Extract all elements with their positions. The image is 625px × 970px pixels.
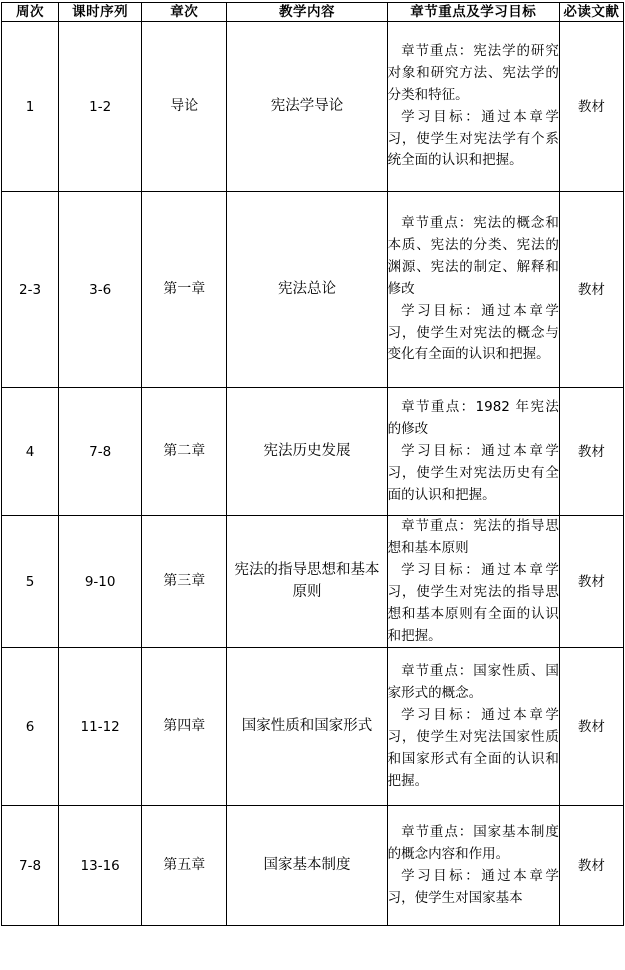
cell-reference: 教材 <box>559 22 623 192</box>
cell-focus <box>387 388 559 516</box>
cell-reference: 教材 <box>559 388 623 516</box>
cell-focus <box>387 22 559 192</box>
cell-week: 6 <box>2 648 59 806</box>
cell-order: 13-16 <box>59 806 142 926</box>
focus-key-points: 章节重点：1982 年宪法的修改 <box>387 399 559 437</box>
table-row <box>2 516 624 648</box>
cell-focus <box>387 516 559 648</box>
cell-order: 7-8 <box>59 388 142 516</box>
cell-chapter: 第四章 <box>142 648 227 806</box>
cell-reference: 教材 <box>559 192 623 388</box>
cell-order: 11-12 <box>59 648 142 806</box>
table-row <box>2 648 624 806</box>
cell-content: 国家性质和国家形式 <box>227 648 387 806</box>
cell-focus <box>387 648 559 806</box>
cell-focus <box>387 192 559 388</box>
cell-week: 1 <box>2 22 59 192</box>
column-header-chapter: 章次 <box>142 3 227 22</box>
cell-reference: 教材 <box>559 806 623 926</box>
column-header-content: 教学内容 <box>227 3 387 22</box>
cell-week: 4 <box>2 388 59 516</box>
table-header <box>2 3 624 22</box>
focus-key-points: 章节重点：国家基本制度的概念内容和作用。 <box>387 824 559 863</box>
table-row <box>2 22 624 192</box>
course-schedule-table <box>1 2 624 926</box>
cell-week: 5 <box>2 516 59 648</box>
column-header-order: 课时序列 <box>59 3 142 22</box>
table-row <box>2 388 624 516</box>
cell-reference: 教材 <box>559 516 623 648</box>
cell-order: 3-6 <box>59 192 142 388</box>
cell-chapter: 第三章 <box>142 516 227 648</box>
cell-week: 7-8 <box>2 806 59 926</box>
table-body <box>2 22 624 926</box>
focus-objectives: 学习目标：通过本章学习，使学生对宪法国家性质和国家形式有全面的认识和把握。 <box>387 707 559 789</box>
table-row <box>2 806 624 926</box>
column-header-reference: 必读文献 <box>559 3 623 22</box>
focus-key-points: 章节重点：国家性质、国家形式的概念。 <box>387 663 559 702</box>
focus-objectives: 学习目标：通过本章学习，使学生对宪法的指导思想和基本原则有全面的认识和把握。 <box>387 561 559 644</box>
focus-objectives: 学习目标：通过本章学习，使学生对宪法历史有全面的认识和把握。 <box>387 442 559 503</box>
cell-chapter: 第五章 <box>142 806 227 926</box>
column-header-focus: 章节重点及学习目标 <box>387 3 559 22</box>
focus-key-points: 章节重点：宪法的指导思想和基本原则 <box>387 518 559 557</box>
table-row <box>2 192 624 388</box>
focus-objectives: 学习目标：通过本章学习，使学生对国家基本 <box>387 867 559 906</box>
cell-content: 宪法学导论 <box>227 22 387 192</box>
cell-chapter: 第一章 <box>142 192 227 388</box>
cell-order: 1-2 <box>59 22 142 192</box>
cell-content: 宪法总论 <box>227 192 387 388</box>
cell-chapter: 导论 <box>142 22 227 192</box>
focus-key-points: 章节重点：宪法的概念和本质、宪法的分类、宪法的渊源、宪法的制定、解释和修改 <box>387 215 559 297</box>
cell-chapter: 第二章 <box>142 388 227 516</box>
focus-objectives: 学习目标：通过本章学习，使学生对宪法的概念与变化有全面的认识和把握。 <box>387 302 559 363</box>
column-header-week: 周次 <box>2 3 59 22</box>
cell-content: 宪法历史发展 <box>227 388 387 516</box>
cell-content: 国家基本制度 <box>227 806 387 926</box>
cell-reference: 教材 <box>559 648 623 806</box>
cell-order: 9-10 <box>59 516 142 648</box>
cell-focus <box>387 806 559 926</box>
focus-key-points: 章节重点：宪法学的研究对象和研究方法、宪法学的分类和特征。 <box>387 43 559 103</box>
cell-content: 宪法的指导思想和基本原则 <box>227 516 387 648</box>
cell-week: 2-3 <box>2 192 59 388</box>
header-row <box>2 3 624 22</box>
focus-objectives: 学习目标：通过本章学习，使学生对宪法学有个系统全面的认识和把握。 <box>387 108 559 169</box>
